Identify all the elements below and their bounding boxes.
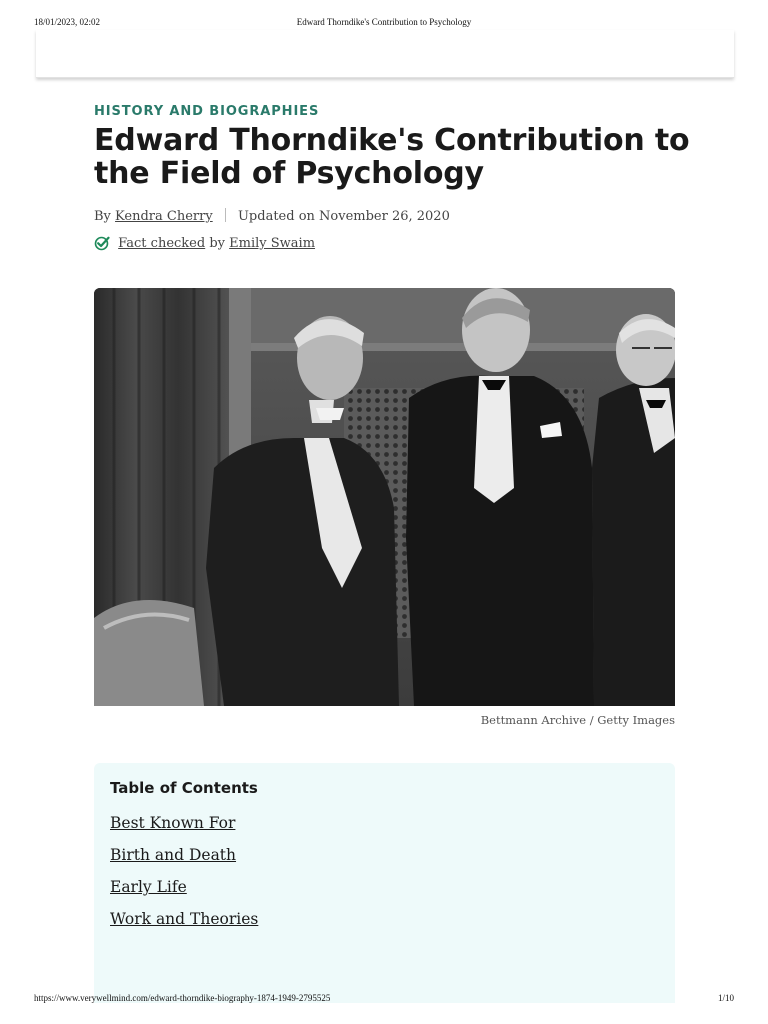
toc-link-birth-and-death[interactable]: Birth and Death: [110, 846, 237, 864]
fact-checked-link[interactable]: Fact checked: [118, 236, 206, 251]
fact-checker-link[interactable]: Emily Swaim: [229, 236, 316, 251]
toc-item: [110, 877, 258, 909]
hero-photo-illustration: [94, 288, 675, 706]
check-badge-icon: [94, 235, 110, 251]
print-page-number: 1/10: [717, 993, 734, 1003]
toc-item: [110, 909, 258, 941]
toc-link-early-life[interactable]: Early Life: [110, 878, 187, 896]
print-header: [34, 17, 734, 31]
toc-link-work-and-theories[interactable]: Work and Theories: [110, 910, 259, 928]
table-of-contents: [94, 763, 675, 1003]
hero-photo: [94, 288, 675, 706]
print-footer: [34, 993, 734, 1007]
toc-item: [110, 813, 258, 845]
byline-divider: [225, 208, 226, 222]
print-datetime: 18/01/2023, 02:02: [34, 17, 101, 27]
image-caption: Bettmann Archive / Getty Images: [480, 713, 675, 727]
author-link[interactable]: Kendra Cherry: [115, 209, 213, 224]
toc-list: [110, 813, 258, 941]
byline: [94, 208, 450, 224]
fact-check-line: [94, 235, 315, 251]
category-link[interactable]: HISTORY AND BIOGRAPHIES: [94, 104, 320, 119]
toc-link-best-known-for[interactable]: Best Known For: [110, 814, 236, 832]
toc-title: Table of Contents: [110, 779, 258, 797]
print-document-title: Edward Thorndike's Contribution to Psychology: [296, 17, 472, 27]
site-header-bar: [36, 30, 734, 78]
byline-prefix: By: [94, 209, 111, 224]
fact-check-by: by: [209, 236, 225, 251]
updated-date: Updated on November 26, 2020: [237, 209, 450, 224]
print-url: https://www.verywellmind.com/edward-thorndike-biography-1874-1949-2795525: [34, 993, 331, 1003]
article-headline: Edward Thorndike's Contribution to the Field of Psychology: [94, 123, 690, 191]
toc-item: [110, 845, 258, 877]
